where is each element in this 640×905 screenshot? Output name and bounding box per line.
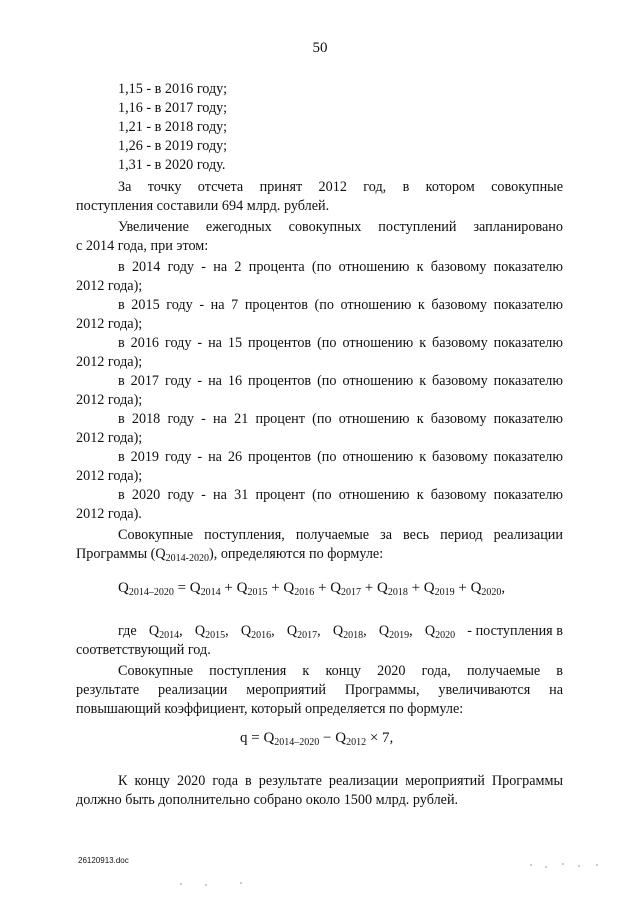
- where-sub: 2014: [159, 630, 180, 641]
- yearly-increase-line: в 2016 году - на 15 процентов (по отношению к базовому показателю: [118, 335, 563, 351]
- yearly-increase-cont: 2012 года);: [76, 468, 143, 484]
- where-prefix: где: [118, 623, 137, 639]
- formula-sub: 2019: [434, 587, 455, 598]
- coef-intro-line-3: повышающий коэффициент, который определяется по формуле:: [76, 701, 464, 717]
- where-sub: 2018: [343, 630, 364, 641]
- yearly-increase-line: в 2014 году - на 2 процента (по отношению к базовому показателю: [118, 259, 563, 275]
- page-number: 50: [312, 40, 328, 56]
- yearly-increase-cont: 2012 года);: [76, 278, 143, 294]
- formula-total: $Q_{2014-2020} = Q_{2014} + Q_{2015} + Q_{2016} + Q_{2017} + Q_{2018} + Q_{2019} + Q_{2020}$,: [118, 580, 506, 598]
- increase-intro-line-2: с 2014 года, при этом:: [76, 238, 209, 254]
- scan-speck: [596, 864, 598, 866]
- formula-sub: 2015: [247, 587, 268, 598]
- formula-sub: 2017: [341, 587, 362, 598]
- formula-lhs: q: [240, 730, 248, 746]
- formula-sub: 2014: [200, 587, 221, 598]
- yearly-increase-line: в 2020 году - на 31 процент (по отношению к базовому показателю: [118, 487, 563, 503]
- coefficient-line: 1,16 - в 2017 году;: [118, 100, 228, 116]
- total-intro-text: ), определяются по формуле:: [209, 546, 384, 562]
- where-clause-line-2: соответствующий год.: [76, 642, 211, 658]
- coef-intro-line-2: результате реализации мероприятий Программы, увеличиваются на: [76, 682, 563, 698]
- scan-speck: [562, 863, 564, 865]
- yearly-increase-line: в 2018 году - на 21 процент (по отношению к базовому показателю: [118, 411, 563, 427]
- formula-sub: 2016: [294, 587, 315, 598]
- formula-sub: 2012: [346, 737, 367, 748]
- formula-sub: 2014–2020: [128, 587, 174, 598]
- yearly-increase-line: в 2015 году - на 7 процентов (по отношению к базовому показателю: [118, 297, 563, 313]
- scan-speck: [530, 864, 532, 866]
- total-intro-line-2: [76, 545, 383, 563]
- where-symbol: $Q_{2016}$,: [240, 623, 275, 641]
- where-symbol: $Q_{2018}$,: [332, 623, 367, 641]
- formula-sub: 2014–2020: [274, 737, 320, 748]
- yearly-increase-cont: 2012 года);: [76, 316, 143, 332]
- where-sub: 2016: [251, 630, 272, 641]
- where-symbol: $Q_{2019}$,: [378, 623, 413, 641]
- total-intro-sub: 2014-2020: [165, 553, 209, 564]
- where-symbol: $Q_{2014}$,: [148, 623, 183, 641]
- base-year-line-2: поступления составили 694 млрд. рублей.: [76, 198, 330, 214]
- where-sub: 2019: [389, 630, 410, 641]
- conclusion-line-2: должно быть дополнительно собрано около 1500 млрд. рублей.: [76, 792, 459, 808]
- yearly-increase-cont: 2012 года);: [76, 354, 143, 370]
- yearly-increase-cont: 2012 года);: [76, 430, 143, 446]
- where-symbol: $Q_{2015}$,: [194, 623, 229, 641]
- conclusion-line-1: К концу 2020 года в результате реализации мероприятий Программы: [118, 773, 563, 789]
- coefficient-line: 1,31 - в 2020 году.: [118, 157, 226, 173]
- increase-intro-line-1: Увеличение ежегодных совокупных поступлений запланировано: [118, 219, 563, 235]
- scan-speck: [180, 883, 182, 885]
- footer-filename: 26120913.doc: [78, 856, 129, 865]
- formula-coefficient: $q = Q_{2014-2020} - Q_{2012} \times 7$,: [240, 730, 394, 748]
- formula-tail: × 7,: [369, 730, 394, 746]
- scan-speck: [240, 882, 242, 884]
- yearly-increase-line: в 2019 году - на 26 процентов (по отношению к базовому показателю: [118, 449, 563, 465]
- where-sub: 2017: [297, 630, 318, 641]
- formula-sub: 2018: [387, 587, 408, 598]
- scan-speck: [578, 865, 580, 867]
- total-intro-line-1: Совокупные поступления, получаемые за весь период реализации: [118, 527, 563, 543]
- yearly-increase-cont: 2012 года).: [76, 506, 142, 522]
- where-sub: 2020: [435, 630, 456, 641]
- formula-sub: 2020: [481, 587, 502, 598]
- yearly-increase-line: в 2017 году - на 16 процентов (по отношению к базовому показателю: [118, 373, 563, 389]
- where-suffix: - поступления в: [467, 623, 563, 639]
- where-sub: 2015: [205, 630, 226, 641]
- where-symbol: $Q_{2017}$,: [286, 623, 321, 641]
- total-intro-text: Программы (Q: [76, 546, 166, 562]
- coefficient-line: 1,21 - в 2018 году;: [118, 119, 228, 135]
- coefficient-line: 1,15 - в 2016 году;: [118, 81, 228, 97]
- where-symbol: $Q_{2020}$: [424, 623, 456, 641]
- yearly-increase-cont: 2012 года);: [76, 392, 143, 408]
- where-clause-line-1: [118, 622, 563, 640]
- coefficient-line: 1,26 - в 2019 году;: [118, 138, 228, 154]
- formula-tail: ,: [501, 580, 506, 596]
- scan-speck: [545, 866, 547, 868]
- coef-intro-line-1: Совокупные поступления к концу 2020 года, получаемые в: [118, 663, 563, 679]
- scan-speck: [205, 884, 207, 886]
- base-year-line-1: За точку отсчета принят 2012 год, в котором совокупные: [118, 179, 563, 195]
